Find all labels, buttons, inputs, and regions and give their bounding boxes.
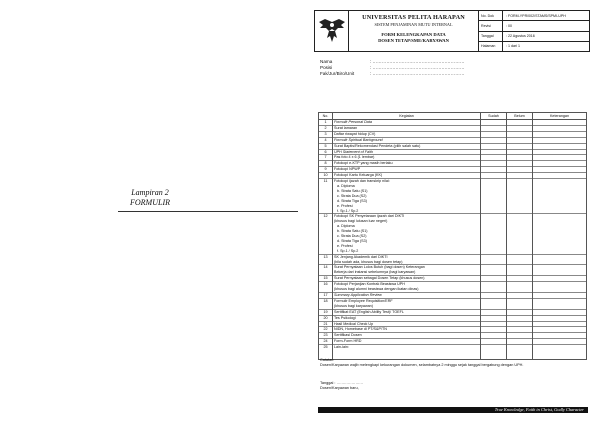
- row-activity: Fotokopi NPWP: [333, 167, 481, 173]
- appendix-divider: [118, 211, 298, 212]
- footer-motto-bar: [318, 407, 588, 413]
- row-activity: b. Strata Satu (S1): [333, 189, 481, 194]
- identity-value: : ……………………………………………………: [370, 59, 465, 64]
- appendix-title: FORMULIR: [130, 198, 170, 207]
- identity-fields: [320, 59, 464, 77]
- row-number: 3: [319, 131, 333, 137]
- row-number: 2: [319, 125, 333, 131]
- row-number: 13: [319, 254, 333, 259]
- form-title-line2: DOSEN TETAP/SME/KARYAWAN: [378, 38, 449, 43]
- row-activity: SK Jenjang Akademik dari DIKTI: [333, 254, 481, 259]
- identity-label: Fak/Jur/Biro/Unit: [320, 71, 355, 76]
- row-activity: Lain-lain:: [333, 345, 481, 350]
- signature-date[interactable]: Tanggal : …………………: [320, 381, 364, 385]
- row-activity: b. Strata Satu (S1): [333, 229, 481, 234]
- meta-key: No. Dok: [479, 11, 503, 20]
- signature-section: [320, 381, 363, 391]
- university-name: UNIVERSITAS PELITA HARAPAN: [362, 14, 465, 21]
- identity-label: Posisi: [320, 65, 333, 70]
- row-activity: e. Profesi: [333, 244, 481, 249]
- row-activity: Pas foto 4 x 6 (1 lembar): [333, 155, 481, 161]
- row-activity: Formulir Spiritual Background: [333, 137, 481, 143]
- row-activity: Fotokopi e-KTP yang masih berlaku: [333, 161, 481, 167]
- row-activity: a. Diploma: [333, 184, 481, 189]
- col-header-activity: Kegiatan: [333, 113, 481, 120]
- row-activity: c. Strata Dua (S2): [333, 194, 481, 199]
- row-activity: Formulir Employee Requisition/ERF: [333, 298, 481, 303]
- meta-value: : 00: [506, 23, 512, 28]
- row-activity: f. Sp.1 / Sp.2: [333, 249, 481, 254]
- meta-value: : 22 Agustus 2016: [506, 34, 535, 39]
- row-number: 23: [319, 333, 333, 339]
- row-activity: f. Sp.1 / Sp.2: [333, 209, 481, 214]
- row-activity: NIDN, Homebase di PT/S&P/TN: [333, 327, 481, 333]
- row-number: 16: [319, 282, 333, 287]
- meta-row: [479, 32, 589, 42]
- row-number: 14: [319, 265, 333, 270]
- appendix-number: Lampiran 2: [131, 188, 169, 197]
- notes-section: [320, 358, 523, 368]
- col-header-notes: Keterangan: [533, 113, 587, 120]
- row-activity: Fotokopi SK Penyetaraan ijazah dari DIKTI: [333, 214, 481, 219]
- row-number: 25: [319, 345, 333, 350]
- form-title-line1: FORM KELENGKAPAN DATA: [381, 32, 446, 37]
- row-number: 7: [319, 155, 333, 161]
- table-header-row: [319, 113, 587, 120]
- row-number: 9: [319, 167, 333, 173]
- logo-cell: [315, 11, 349, 51]
- row-number: 1: [319, 120, 333, 126]
- row-activity: Daftar riwayat hidup (CV): [333, 131, 481, 137]
- col-header-done: Sudah: [481, 113, 507, 120]
- requirements-body: [319, 120, 587, 360]
- identity-value: : ……………………………………………………: [370, 71, 465, 76]
- row-activity: Fotokopi ijazah dan transkrip nilai:: [333, 179, 481, 184]
- row-activity: Fotokopi Kartu Keluarga (KK): [333, 173, 481, 179]
- row-activity: (bila sudah ada, khusus bagi dosen tetap): [333, 260, 481, 265]
- row-activity: Hasil Medical Check Up: [333, 321, 481, 327]
- appendix-label: [0, 188, 300, 208]
- meta-row: [479, 11, 589, 21]
- footer-motto: True Knowledge, Faith in Christ, Godly Character: [494, 407, 584, 412]
- notes-label: Catatan:: [320, 358, 335, 362]
- signature-role: Dosen/Karyawan baru,: [320, 386, 359, 390]
- row-activity: Fotokopi Perjanjian Kontrak Beasiswa UPH: [333, 282, 481, 287]
- document-meta: [479, 11, 589, 51]
- row-activity: Surat Pernyataan Lolos Butuh (bagi dosen) Keterangan: [333, 265, 481, 270]
- row-activity: (khusus bagi lulusan luar negeri): [333, 219, 481, 224]
- system-name: SISTEM PENJAMINAN MUTU INTERNAL: [374, 22, 453, 27]
- row-number: 10: [319, 173, 333, 179]
- meta-value: : FORM-YPR/002/STAMS/SPMI-UPH: [506, 13, 566, 18]
- meta-row: [479, 42, 589, 51]
- row-activity: d. Strata Tiga (S3): [333, 199, 481, 204]
- row-activity: Surat Pernyataan sebagai Dosen Tetap (khusus dosen): [333, 276, 481, 282]
- col-header-pending: Belum: [507, 113, 533, 120]
- meta-value: : 1 dari 1: [506, 44, 520, 49]
- row-activity: Tes Psikologi: [333, 315, 481, 321]
- identity-value: : ……………………………………………………: [370, 65, 465, 70]
- row-activity: Form-Form HRD: [333, 339, 481, 345]
- row-activity: e. Profesi: [333, 204, 481, 209]
- row-number: 6: [319, 149, 333, 155]
- row-activity: a. Diploma: [333, 224, 481, 229]
- meta-key: Revisi: [479, 21, 503, 30]
- uph-eagle-logo-icon: [317, 16, 347, 46]
- meta-key: Tanggal: [479, 32, 503, 41]
- header-title-block: [349, 11, 479, 51]
- row-number: 11: [319, 179, 333, 184]
- row-activity: Surat lamaran: [333, 125, 481, 131]
- row-number: 24: [319, 339, 333, 345]
- col-header-no: No.: [319, 113, 333, 120]
- identity-label: Nama: [320, 59, 333, 64]
- meta-key: Halaman: [479, 42, 503, 51]
- row-activity: c. Strata Dua (S2): [333, 234, 481, 239]
- row-activity: (khusus bagi karyawan): [333, 304, 481, 309]
- row-number: 4: [319, 137, 333, 143]
- row-number: 5: [319, 143, 333, 149]
- row-activity: Sertifikasi Dosen: [333, 333, 481, 339]
- meta-row: [479, 21, 589, 31]
- row-activity: UPH Statement of Faith: [333, 149, 481, 155]
- row-number: 17: [319, 293, 333, 299]
- row-number: 22: [319, 327, 333, 333]
- row-activity: Bekerja dari instansi sebelumnya (bagi karyawan): [333, 270, 481, 275]
- right-page: [300, 0, 600, 424]
- row-activity: Surat Baptis/Rekomendasi Pendeta (pilih salah satu): [333, 143, 481, 149]
- row-number: 8: [319, 161, 333, 167]
- row-number: 21: [319, 321, 333, 327]
- row-activity: Sertifikat EAT (English Ability Test)/ TOEFL: [333, 309, 481, 315]
- row-activity: Formulir Personal Data: [333, 120, 481, 126]
- notes-text: Dosen/Karyawan wajib melengkapi kekurangan dokumen, selambatnya 2 minggu sejak tanggal bergabung dengan UPH.: [320, 363, 524, 367]
- row-notes-cell[interactable]: [533, 355, 587, 360]
- row-activity: (khusus bagi alumni beasiswa dengan ikatan dinas): [333, 287, 481, 292]
- requirements-table: [318, 112, 587, 360]
- row-activity: Summary Application Review: [333, 293, 481, 299]
- row-number: 19: [319, 309, 333, 315]
- row-number: 18: [319, 298, 333, 303]
- row-activity: d. Strata Tiga (S3): [333, 239, 481, 244]
- row-number: 12: [319, 214, 333, 219]
- form-header: [314, 10, 590, 52]
- identity-row-unit[interactable]: [320, 71, 464, 77]
- row-number: 20: [319, 315, 333, 321]
- row-number: 15: [319, 276, 333, 282]
